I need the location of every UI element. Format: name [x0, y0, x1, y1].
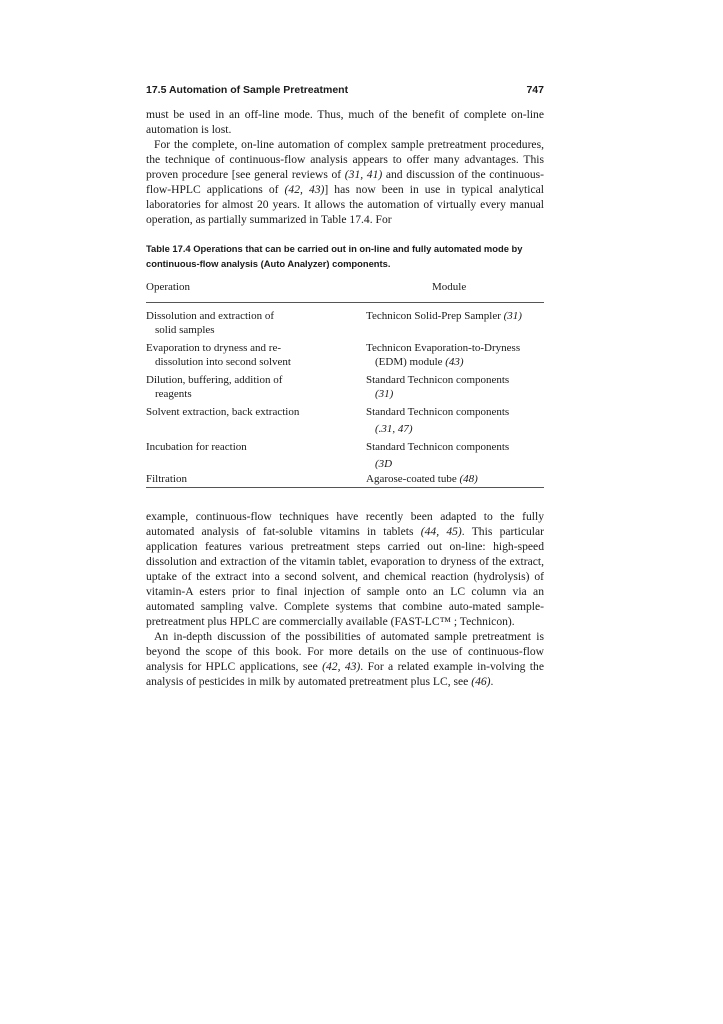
operation-line: Solvent extraction, back extraction [146, 405, 300, 418]
operation-line: Evaporation to dryness and re- [146, 341, 282, 354]
section-title: 17.5 Automation of Sample Pretreatment [146, 84, 349, 96]
module-cell [366, 405, 544, 437]
table-row [146, 341, 544, 370]
paragraph-text: and discussion of the continuous-flow-HPLC applications of [146, 168, 544, 196]
table-row [146, 440, 544, 472]
module-line: Standard Technicon components [366, 405, 510, 418]
operations-table [146, 280, 544, 488]
operation-line: solid samples [155, 324, 215, 336]
book-page [146, 84, 544, 689]
module-line: (EDM) module [375, 356, 446, 368]
citation: (44, 45) [420, 525, 462, 538]
paragraph-text: . This particular application features various pretreatment steps carried out on-line: high-speed dissolution and extraction of the vitamin tablet, evaporation to dryness of the extract, uptake of the extract into a second solvent, and chemical reaction (hydrolysis) of vitamin-A esters prior to final injection of sample onto an LC column via an automated sampling valve. Complete systems that combine auto-mated sample-pretreatment plus HPLC are commercially available (FAST-LC™ ; Technicon). [146, 525, 544, 628]
paragraph-text: ] has now been in use in typical analytical laboratories for almost 20 years. It allows the automation of virtually every manual operation, as partially summarized in Table 17.4. For [146, 183, 544, 226]
running-header [146, 84, 544, 96]
paragraph-intro-2 [146, 137, 544, 227]
module-cell [366, 373, 544, 402]
table-caption: Table 17.4 Operations that can be carried out in on-line and fully automated mode by continuous-flow analysis (Auto Analyzer) components. [146, 243, 523, 269]
citation: (.31, 47) [375, 423, 413, 435]
citation: (46) [471, 675, 491, 688]
table-header-row [146, 280, 544, 303]
paragraph-text: must be used in an off-line mode. Thus, much of the benefit of complete on-line automation is lost. [146, 108, 544, 136]
paragraph-body-3 [146, 509, 544, 629]
paragraph-body-4 [146, 629, 544, 689]
module-line: Agarose-coated tube [366, 472, 460, 485]
header-module: Module [432, 281, 467, 293]
module-line: Standard Technicon components [366, 373, 510, 386]
paragraph-text: . For a related example in-volving the analysis of pesticides in milk by automated pretreatment plus LC, see [146, 660, 544, 688]
operation-line: reagents [155, 388, 192, 400]
operation-line: Dissolution and extraction of [146, 309, 275, 322]
table-row [146, 405, 544, 437]
operation-cell [146, 472, 366, 487]
citation: (3D [375, 458, 393, 470]
citation: (31, 41) [344, 168, 383, 181]
module-cell [366, 472, 544, 487]
operation-line: Dilution, buffering, addition of [146, 373, 283, 386]
citation: (31) [503, 309, 522, 322]
table-row [146, 472, 544, 489]
module-cell [366, 341, 544, 370]
paragraph-intro-1 [146, 107, 544, 137]
module-cell [366, 309, 544, 338]
module-line: Technicon Evaporation-to-Dryness [366, 341, 521, 354]
operation-cell [146, 373, 366, 402]
module-line: Standard Technicon components [366, 440, 510, 453]
operation-cell [146, 341, 366, 370]
paragraph-text: . [490, 675, 494, 688]
operation-cell [146, 309, 366, 338]
page-number: 747 [526, 84, 544, 96]
citation: (42, 43) [284, 183, 325, 196]
citation: (31) [375, 388, 394, 400]
paragraph-text: For the complete, on-line automation of complex sample pretreatment procedures, the technique of continuous-flow analysis appears to offer many advantages. This proven procedure [see general reviews of [146, 138, 544, 181]
paragraph-text: An in-depth discussion of the possibilities of automated sample pretreatment is beyond the scope of this book. For more details on the use of continuous-flow analysis for HPLC applications, see [146, 630, 544, 673]
citation: (43) [445, 356, 464, 368]
operation-line: Incubation for reaction [146, 440, 247, 453]
header-operation: Operation [146, 281, 190, 293]
operation-line: Filtration [146, 472, 187, 485]
paragraph-text: example, continuous-flow techniques have recently been adapted to the fully automated analysis of fat-soluble vitamins in tablets [146, 510, 544, 538]
citation: (42, 43) [322, 660, 361, 673]
module-cell [366, 440, 544, 472]
operation-line: dissolution into second solvent [155, 356, 291, 368]
module-line: Technicon Solid-Prep Sampler [366, 309, 504, 322]
citation: (48) [459, 472, 478, 485]
operation-cell [146, 405, 366, 437]
operation-cell [146, 440, 366, 472]
table-row [146, 373, 544, 402]
table-row [146, 309, 544, 338]
